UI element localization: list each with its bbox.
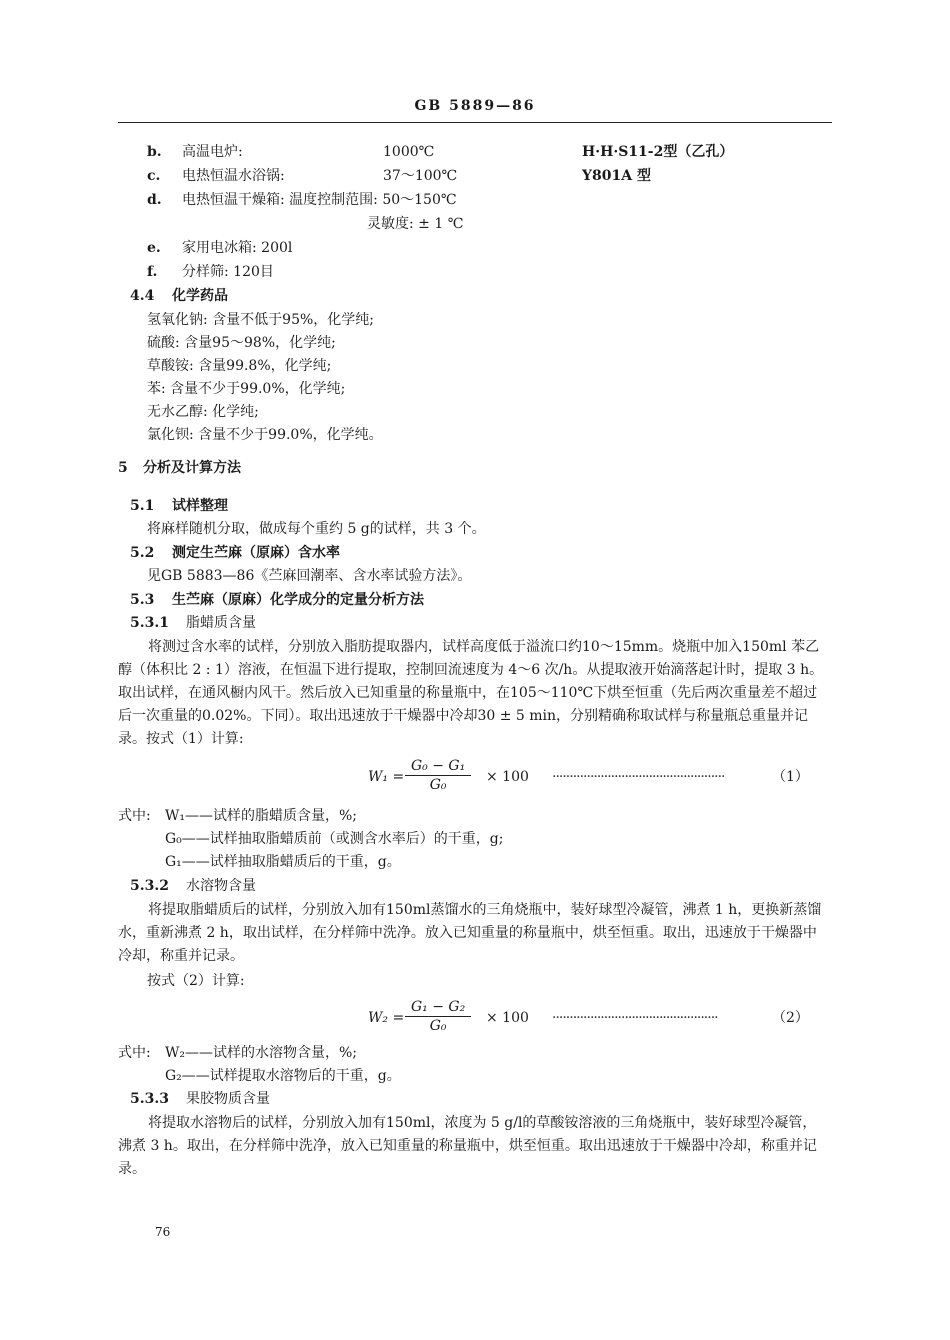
item-label-d: d. <box>147 192 162 208</box>
variable-definition: G₂——试样提取水溶物后的干重，g。 <box>165 1068 401 1084</box>
section-number: 5.3.3 <box>130 1091 169 1107</box>
variable-definition: W₂——试样的水溶物含量，%; <box>165 1045 358 1061</box>
item-name-d: 电热恒温干燥箱: 温度控制范围: 50～150℃ <box>182 192 457 208</box>
document-header: GB 5889—86 <box>414 98 536 114</box>
header-rule <box>118 122 832 123</box>
formula-fraction <box>405 998 471 1035</box>
equation-number: （1） <box>772 769 809 785</box>
chemical-item: 氢氧化钠: 含量不低于95%，化学纯; <box>147 312 375 328</box>
item-name-c: 电热恒温水浴锅: <box>182 168 285 184</box>
formula-numerator: G₀ − G₁ <box>405 757 471 776</box>
page-number: 76 <box>155 1225 171 1239</box>
item-name-b: 高温电炉: <box>182 144 243 160</box>
section-number: 5.3.1 <box>130 615 169 631</box>
formula-numerator: G₁ − G₂ <box>405 998 471 1017</box>
item-name-f: 分样筛: 120目 <box>182 264 274 280</box>
section-title: 水溶物含量 <box>186 878 256 894</box>
formula-multiplier: × 100 <box>486 769 529 785</box>
equation-number: （2） <box>772 1010 809 1026</box>
chemical-item: 氯化钡: 含量不少于99.0%，化学纯。 <box>147 427 383 443</box>
chemical-item: 硫酸: 含量95～98%，化学纯; <box>147 335 336 351</box>
section-title: 生苎麻（原麻）化学成分的定量分析方法 <box>172 592 424 608</box>
item-label-c: c. <box>147 168 161 184</box>
paragraph: 将提取脂蜡质后的试样，分别放入加有150ml蒸馏水的三角烧瓶中，装好球型冷凝管，沸煮 1 h，更换新蒸馏水，重新沸煮 2 h，取出试样，在分样筛中洗净。放入已知重量的称量瓶中，烘至恒重。取出，迅速放于干燥器中冷却，称重并记录。 <box>118 902 822 964</box>
item-label-e: e. <box>147 240 161 256</box>
section-title: 脂蜡质含量 <box>186 615 256 631</box>
paragraph: 见GB 5883—86《苎麻回潮率、含水率试验方法》。 <box>147 568 472 584</box>
section-number: 4.4 <box>130 288 155 304</box>
where-prefix: 式中: <box>118 808 151 824</box>
chemical-item: 苯: 含量不少于99.0%，化学纯; <box>147 381 346 397</box>
item-model-c: Y801A 型 <box>582 168 651 184</box>
section-title: 测定生苎麻（原麻）含水率 <box>172 545 340 561</box>
section-number: 5.3.2 <box>130 878 169 894</box>
item-value-d: 灵敏度: ± 1 ℃ <box>367 216 464 232</box>
formula-denominator: G₀ <box>429 777 447 793</box>
section-title: 果胶物质含量 <box>186 1091 270 1107</box>
item-model-b: H·H·S11-2型（乙孔） <box>582 144 734 160</box>
chemical-item: 草酸铵: 含量99.8%，化学纯; <box>147 358 332 374</box>
section-title: 化学药品 <box>172 288 228 304</box>
paragraph: 将麻样随机分取，做成每个重约 5 g的试样，共 3 个。 <box>147 521 486 537</box>
item-label-b: b. <box>147 144 162 160</box>
formula-intro: 按式（2）计算: <box>147 973 245 989</box>
section-title: 试样整理 <box>172 498 228 514</box>
paragraph: 将提取水溶物后的试样，分别放入加有150ml，浓度为 5 g/l的草酸铵溶液的三角烧瓶中，装好球型冷凝管，沸煮 3 h。取出，在分样筛中洗净，放入已知重量的称量瓶中，烘至恒重。取出迅速放于干燥器中冷却，称重并记录。 <box>118 1115 817 1177</box>
paragraph: 将测过含水率的试样，分别放入脂肪提取器内，试样高度低于溢流口约10～15mm。烧瓶中加入150ml 苯乙醇（体积比 2 : 1）溶液，在恒温下进行提取，控制回流速度为 4～6 次/h。从提取液开始滴落起计时，提取 3 h。取出试样，在通风橱内风干。然后放入已知重量的称量瓶中，在105～110℃下烘至恒重（先后两次重量差不超过后一次重量的0.02%。下同）。取出迅速放于干燥器中冷却30 ± 5 min，分别精确称取试样与称量瓶总重量并记录。按式（1）计算: <box>118 639 824 747</box>
where-prefix: 式中: <box>118 1045 151 1061</box>
formula-denominator: G₀ <box>429 1018 447 1034</box>
section-number: 5 <box>118 460 128 476</box>
chemical-item: 无水乙醇: 化学纯; <box>147 404 259 420</box>
formula-lhs: W₂ = <box>368 1010 405 1026</box>
variable-definition: W₁——试样的脂蜡质含量，%; <box>165 808 358 824</box>
item-name-e: 家用电冰箱: 200l <box>182 240 293 256</box>
section-number: 5.2 <box>130 545 155 561</box>
leader-dots: ················································ <box>552 1010 718 1026</box>
variable-definition: G₁——试样抽取脂蜡质后的干重，g。 <box>165 854 401 870</box>
section-number: 5.3 <box>130 592 155 608</box>
formula-lhs: W₁ = <box>368 769 405 785</box>
item-value-c: 37～100℃ <box>383 168 458 184</box>
section-number: 5.1 <box>130 498 155 514</box>
item-label-f: f. <box>147 264 158 280</box>
leader-dots: ·················································· <box>552 769 725 785</box>
section-title: 分析及计算方法 <box>143 460 241 476</box>
variable-definition: G₀——试样抽取脂蜡质前（或测含水率后）的干重，g; <box>165 831 504 847</box>
formula-multiplier: × 100 <box>486 1010 529 1026</box>
item-value-b: 1000℃ <box>383 144 435 160</box>
formula-fraction <box>405 757 471 794</box>
